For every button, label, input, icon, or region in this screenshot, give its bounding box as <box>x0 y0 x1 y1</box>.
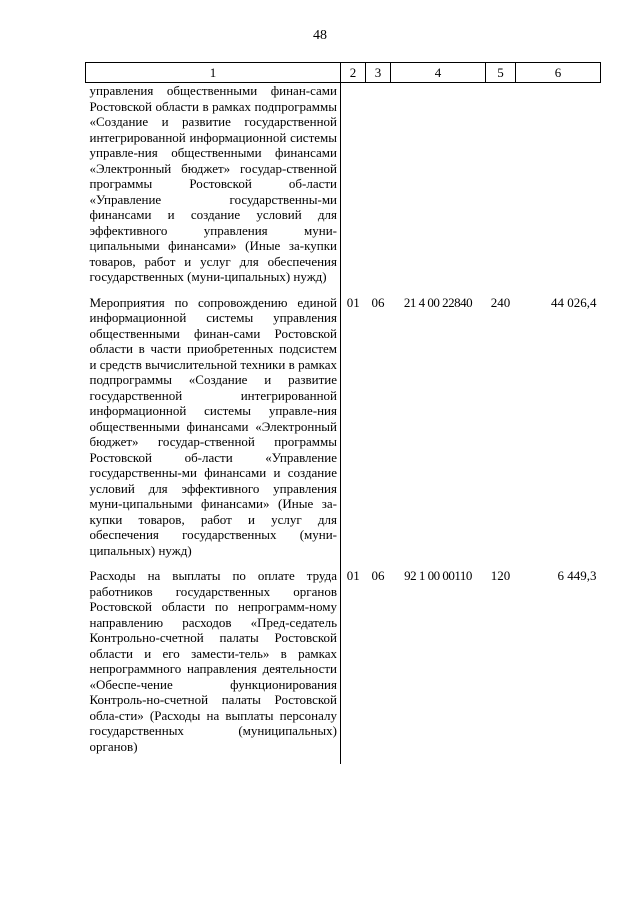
row-section <box>341 83 366 295</box>
row-amount: 44 026,4 <box>551 294 597 310</box>
header-col-3: 3 <box>366 63 391 83</box>
row-amount <box>516 83 601 295</box>
header-col-2: 2 <box>341 63 366 83</box>
header-col-6: 6 <box>516 63 601 83</box>
row-section: 01 <box>341 295 366 569</box>
table-row <box>86 568 601 764</box>
header-col-4: 4 <box>391 63 486 83</box>
header-col-5: 5 <box>486 63 516 83</box>
header-row <box>86 63 601 83</box>
row-subsection: 06 <box>371 568 385 583</box>
row-subsection: 06 <box>371 294 385 310</box>
table-row <box>86 83 601 295</box>
row-description: Мероприятия по сопровождению единой информационной системы управления общественными финан-сами Ростовской области в части приобретенных подсистем и средств вычислительной техники в рамках подпрограммы «Создание и развитие государственной интегрированной информационной системы управле-ния общественными финансами «Электронный бюджет» государ-ственной программы Ростовской об-ласти «Управление государственны-ми финансами и создание условий для эффективного управления муни-ципальными финансами» (Иные за-купки товаров, работ и услуг для обеспечения государственных (муни-ципальных) нужд) <box>89 294 337 558</box>
budget-table <box>85 62 601 764</box>
table-row <box>86 295 601 569</box>
row-target-code <box>391 83 486 295</box>
row-subsection <box>366 83 391 295</box>
header-col-1: 1 <box>86 63 341 83</box>
row-description: Расходы на выплаты по оплате труда работников государственных органов Ростовской области по непрограмм-ному направлению расходов «Пред-седатель Контрольно-счетной палаты Ростовской области и его замести-тель» в рамках непрограммного направления деятельности «Обеспе-чение функционирования Контроль-но-счетной палаты Ростовской обла-сти» (Расходы на выплаты персоналу государственных (муниципальных) органов) <box>89 568 337 754</box>
row-expense-type <box>486 83 516 295</box>
row-target-code: 92 1 00 00110 <box>404 568 472 583</box>
row-amount: 6 449,3 <box>557 568 597 583</box>
row-expense-type: 240 <box>490 294 511 310</box>
row-section: 01 <box>341 568 366 764</box>
row-description: управления общественными финан-сами Ростовской области в рамках подпрограммы «Создание и развитие государственной интегрированной информационной системы управле-ния общественными финансами «Электронный бюджет» государ-ственной программы Ростовской об-ласти «Управление государственны-ми финансами и создание условий для эффективного управления муни-ципальными финансами» (Иные за-купки товаров, работ и услуг для обеспечения государственных (муни-ципальных) нужд) <box>89 83 337 284</box>
row-target-code: 21 4 00 22840 <box>403 294 473 310</box>
row-expense-type: 120 <box>490 568 511 583</box>
page-number: 48 <box>313 28 327 43</box>
